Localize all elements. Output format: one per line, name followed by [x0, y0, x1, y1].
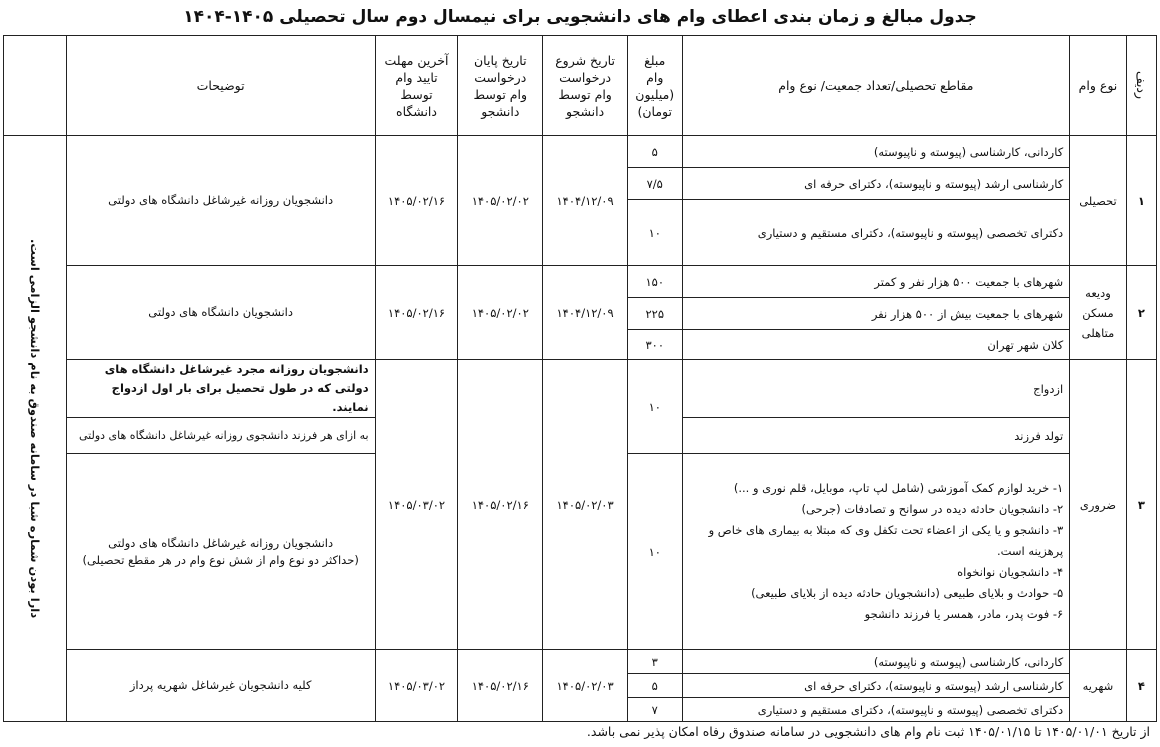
- loan-type: ودیعه مسکن متاهلی: [1070, 266, 1127, 360]
- deadline-date: ۱۴۰۵/۰۳/۰۲: [375, 360, 458, 650]
- notes-cell: دانشجویان روزانه غیرشاغل دانشگاه های دولتی: [66, 136, 375, 266]
- section-cell: دکترای تخصصی (پیوسته و ناپیوسته)، دکترای مستقیم و دستیاری: [682, 200, 1070, 266]
- marriage-cell: ازدواج: [682, 360, 1070, 418]
- loan-type: تحصیلی: [1070, 136, 1127, 266]
- emergency-items-list: [682, 454, 1070, 650]
- table-row: [4, 266, 1157, 298]
- header-loan-type: نوع وام: [1070, 36, 1127, 136]
- birth-cell: تولد فرزند: [682, 418, 1070, 454]
- loan-type: شهریه: [1070, 650, 1127, 722]
- list-item: ۵- حوادث و بلایای طبیعی (دانشجویان حادثه دیده از بلایای طبیعی): [751, 586, 1064, 600]
- row-number: ۳: [1126, 360, 1156, 650]
- table-row: [4, 650, 1157, 674]
- header-end-date: تاریخ پایان درخواست وام توسط دانشجو: [458, 36, 543, 136]
- list-item: ۴- دانشجویان نوانخواه: [957, 565, 1064, 579]
- section-cell: شهرهای با جمعیت ۵۰۰ هزار نفر و کمتر: [682, 266, 1070, 298]
- section-cell: کارشناسی ارشد (پیوسته و ناپیوسته)، دکترای حرفه ای: [682, 168, 1070, 200]
- table-row: [4, 136, 1157, 168]
- header-row-number: ردیف: [1126, 36, 1156, 136]
- section-cell: کلان شهر تهران: [682, 330, 1070, 360]
- table-row: [4, 360, 1157, 418]
- start-date: ۱۴۰۴/۱۲/۰۹: [543, 266, 628, 360]
- amount-cell: ۷: [627, 698, 682, 722]
- header-notes: توضیحات: [66, 36, 375, 136]
- start-date: ۱۴۰۵/۰۲/۰۳: [543, 360, 628, 650]
- notes-birth: به ازای هر فرزند دانشجوی روزانه غیرشاغل دانشگاه های دولتی: [66, 418, 375, 454]
- notes-line: (حداکثر دو نوع وام از شش نوع وام در هر مقطع تحصیلی): [82, 552, 359, 567]
- section-cell: کاردانی، کارشناسی (پیوسته و ناپیوسته): [682, 650, 1070, 674]
- amount-cell: ۳۰۰: [627, 330, 682, 360]
- amount-cell: ۱۰: [627, 360, 682, 454]
- list-item: ۳- دانشجو و یا یکی از اعضاء تحت تکفل وی که مبتلا به بیماری های خاص و: [708, 523, 1064, 537]
- end-date: ۱۴۰۵/۰۲/۰۲: [458, 266, 543, 360]
- start-date: ۱۴۰۴/۱۲/۰۹: [543, 136, 628, 266]
- end-date: ۱۴۰۵/۰۲/۱۶: [458, 360, 543, 650]
- table-header-row: [4, 36, 1157, 136]
- row-number: ۱: [1126, 136, 1156, 266]
- footer-note: از تاریخ ۱۴۰۵/۰۱/۰۱ تا ۱۴۰۵/۰۱/۱۵ ثبت نام وام های دانشجویی در سامانه صندوق رفاه امکان پذیر نمی باشد.: [586, 724, 1150, 739]
- start-date: ۱۴۰۵/۰۲/۰۳: [543, 650, 628, 722]
- document-title: جدول مبالغ و زمان بندی اعطای وام های دانشجویی برای نیمسال دوم سال تحصیلی ۱۴۰۵-۱۴۰۴: [183, 7, 977, 27]
- list-item: ۶- فوت پدر، مادر، همسر یا فرزند دانشجو: [864, 607, 1064, 621]
- side-column-header: [4, 36, 67, 136]
- amount-cell: ۱۰: [627, 454, 682, 650]
- list-item: ۲- دانشجویان حادثه دیده در سوانح و تصادفات (جرحی): [801, 502, 1064, 516]
- header-deadline: آخرین مهلت تایید وام توسط دانشگاه: [375, 36, 458, 136]
- notes-line: دانشجویان روزانه غیرشاغل دانشگاه های دولتی: [108, 535, 334, 550]
- amount-cell: ۱۵۰: [627, 266, 682, 298]
- notes-cell: دانشجویان دانشگاه های دولتی: [66, 266, 375, 360]
- amount-cell: ۵: [627, 674, 682, 698]
- header-start-date: تاریخ شروع درخواست وام توسط دانشجو: [543, 36, 628, 136]
- row-number: ۲: [1126, 266, 1156, 360]
- loan-schedule-table: [3, 35, 1157, 722]
- section-cell: دکترای تخصصی (پیوسته و ناپیوسته)، دکترای مستقیم و دستیاری: [682, 698, 1070, 722]
- side-note: دارا بودن شماره شبا در سامانه صندوق به نام دانشجو الزامی است.: [4, 136, 67, 722]
- amount-cell: ۵: [627, 136, 682, 168]
- amount-cell: ۲۲۵: [627, 298, 682, 330]
- header-amount: مبلغ وام (میلیون تومان): [627, 36, 682, 136]
- section-cell: کاردانی، کارشناسی (پیوسته و ناپیوسته): [682, 136, 1070, 168]
- section-cell: کارشناسی ارشد (پیوسته و ناپیوسته)، دکترای حرفه ای: [682, 674, 1070, 698]
- loan-type: ضروری: [1070, 360, 1127, 650]
- deadline-date: ۱۴۰۵/۰۲/۱۶: [375, 136, 458, 266]
- row-number: ۴: [1126, 650, 1156, 722]
- end-date: ۱۴۰۵/۰۲/۱۶: [458, 650, 543, 722]
- amount-cell: ۱۰: [627, 200, 682, 266]
- deadline-date: ۱۴۰۵/۰۲/۱۶: [375, 266, 458, 360]
- end-date: ۱۴۰۵/۰۲/۰۲: [458, 136, 543, 266]
- list-item: پرهزینه است.: [996, 544, 1064, 558]
- header-sections: مقاطع تحصیلی/تعداد جمعیت/ نوع وام: [682, 36, 1070, 136]
- notes-cell: [66, 454, 375, 650]
- notes-marriage: دانشجویان روزانه مجرد غیرشاغل دانشگاه های دولتی که در طول تحصیل برای بار اول ازدواج نمایند.: [66, 360, 375, 418]
- amount-cell: ۳: [627, 650, 682, 674]
- section-cell: شهرهای با جمعیت بیش از ۵۰۰ هزار نفر: [682, 298, 1070, 330]
- list-item: ۱- خرید لوازم کمک آموزشی (شامل لپ تاپ، موبایل، قلم نوری و ...): [733, 481, 1064, 495]
- notes-cell: کلیه دانشجویان غیرشاغل شهریه پرداز: [66, 650, 375, 722]
- deadline-date: ۱۴۰۵/۰۳/۰۲: [375, 650, 458, 722]
- amount-cell: ۷/۵: [627, 168, 682, 200]
